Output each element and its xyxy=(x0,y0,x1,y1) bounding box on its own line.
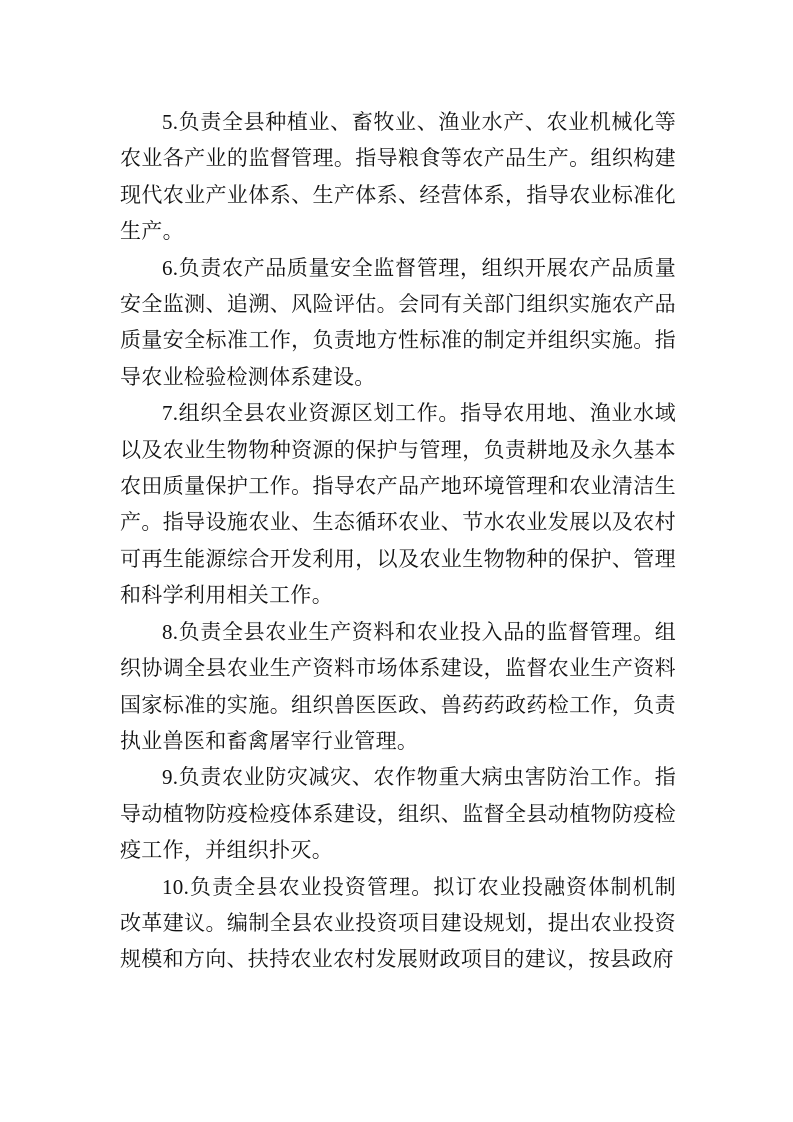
paragraph-item-10: 10.负责全县农业投资管理。拟订农业投融资体制机制改革建议。编制全县农业投资项目建设规划，提出农业投资规模和方向、扶持农业农村发展财政项目的建议，按县政府 xyxy=(120,874,676,972)
document-body xyxy=(120,104,676,978)
paragraph-item-5: 5.负责全县种植业、畜牧业、渔业水产、农业机械化等农业各产业的监督管理。指导粮食等农产品生产。组织构建现代农业产业体系、生产体系、经营体系，指导农业标准化生产。 xyxy=(120,110,676,244)
paragraph-item-9: 9.负责农业防灾减灾、农作物重大病虫害防治工作。指导动植物防疫检疫体系建设，组织、监督全县动植物防疫检疫工作，并组织扑灭。 xyxy=(120,765,676,863)
paragraph-item-8: 8.负责全县农业生产资料和农业投入品的监督管理。组织协调全县农业生产资料市场体系建设，监督农业生产资料国家标准的实施。组织兽医医政、兽药药政药检工作，负责执业兽医和畜禽屠宰行业管理。 xyxy=(120,619,676,753)
paragraph-item-7: 7.组织全县农业资源区划工作。指导农用地、渔业水域以及农业生物物种资源的保护与管理，负责耕地及永久基本农田质量保护工作。指导农产品产地环境管理和农业清洁生产。指导设施农业、生态循环农业、节水农业发展以及农村可再生能源综合开发利用，以及农业生物物种的保护、管理和科学利用相关工作。 xyxy=(120,401,676,608)
paragraph-item-6: 6.负责农产品质量安全监督管理，组织开展农产品质量安全监测、追溯、风险评估。会同有关部门组织实施农产品质量安全标准工作，负责地方性标准的制定并组织实施。指导农业检验检测体系建设。 xyxy=(120,255,676,389)
